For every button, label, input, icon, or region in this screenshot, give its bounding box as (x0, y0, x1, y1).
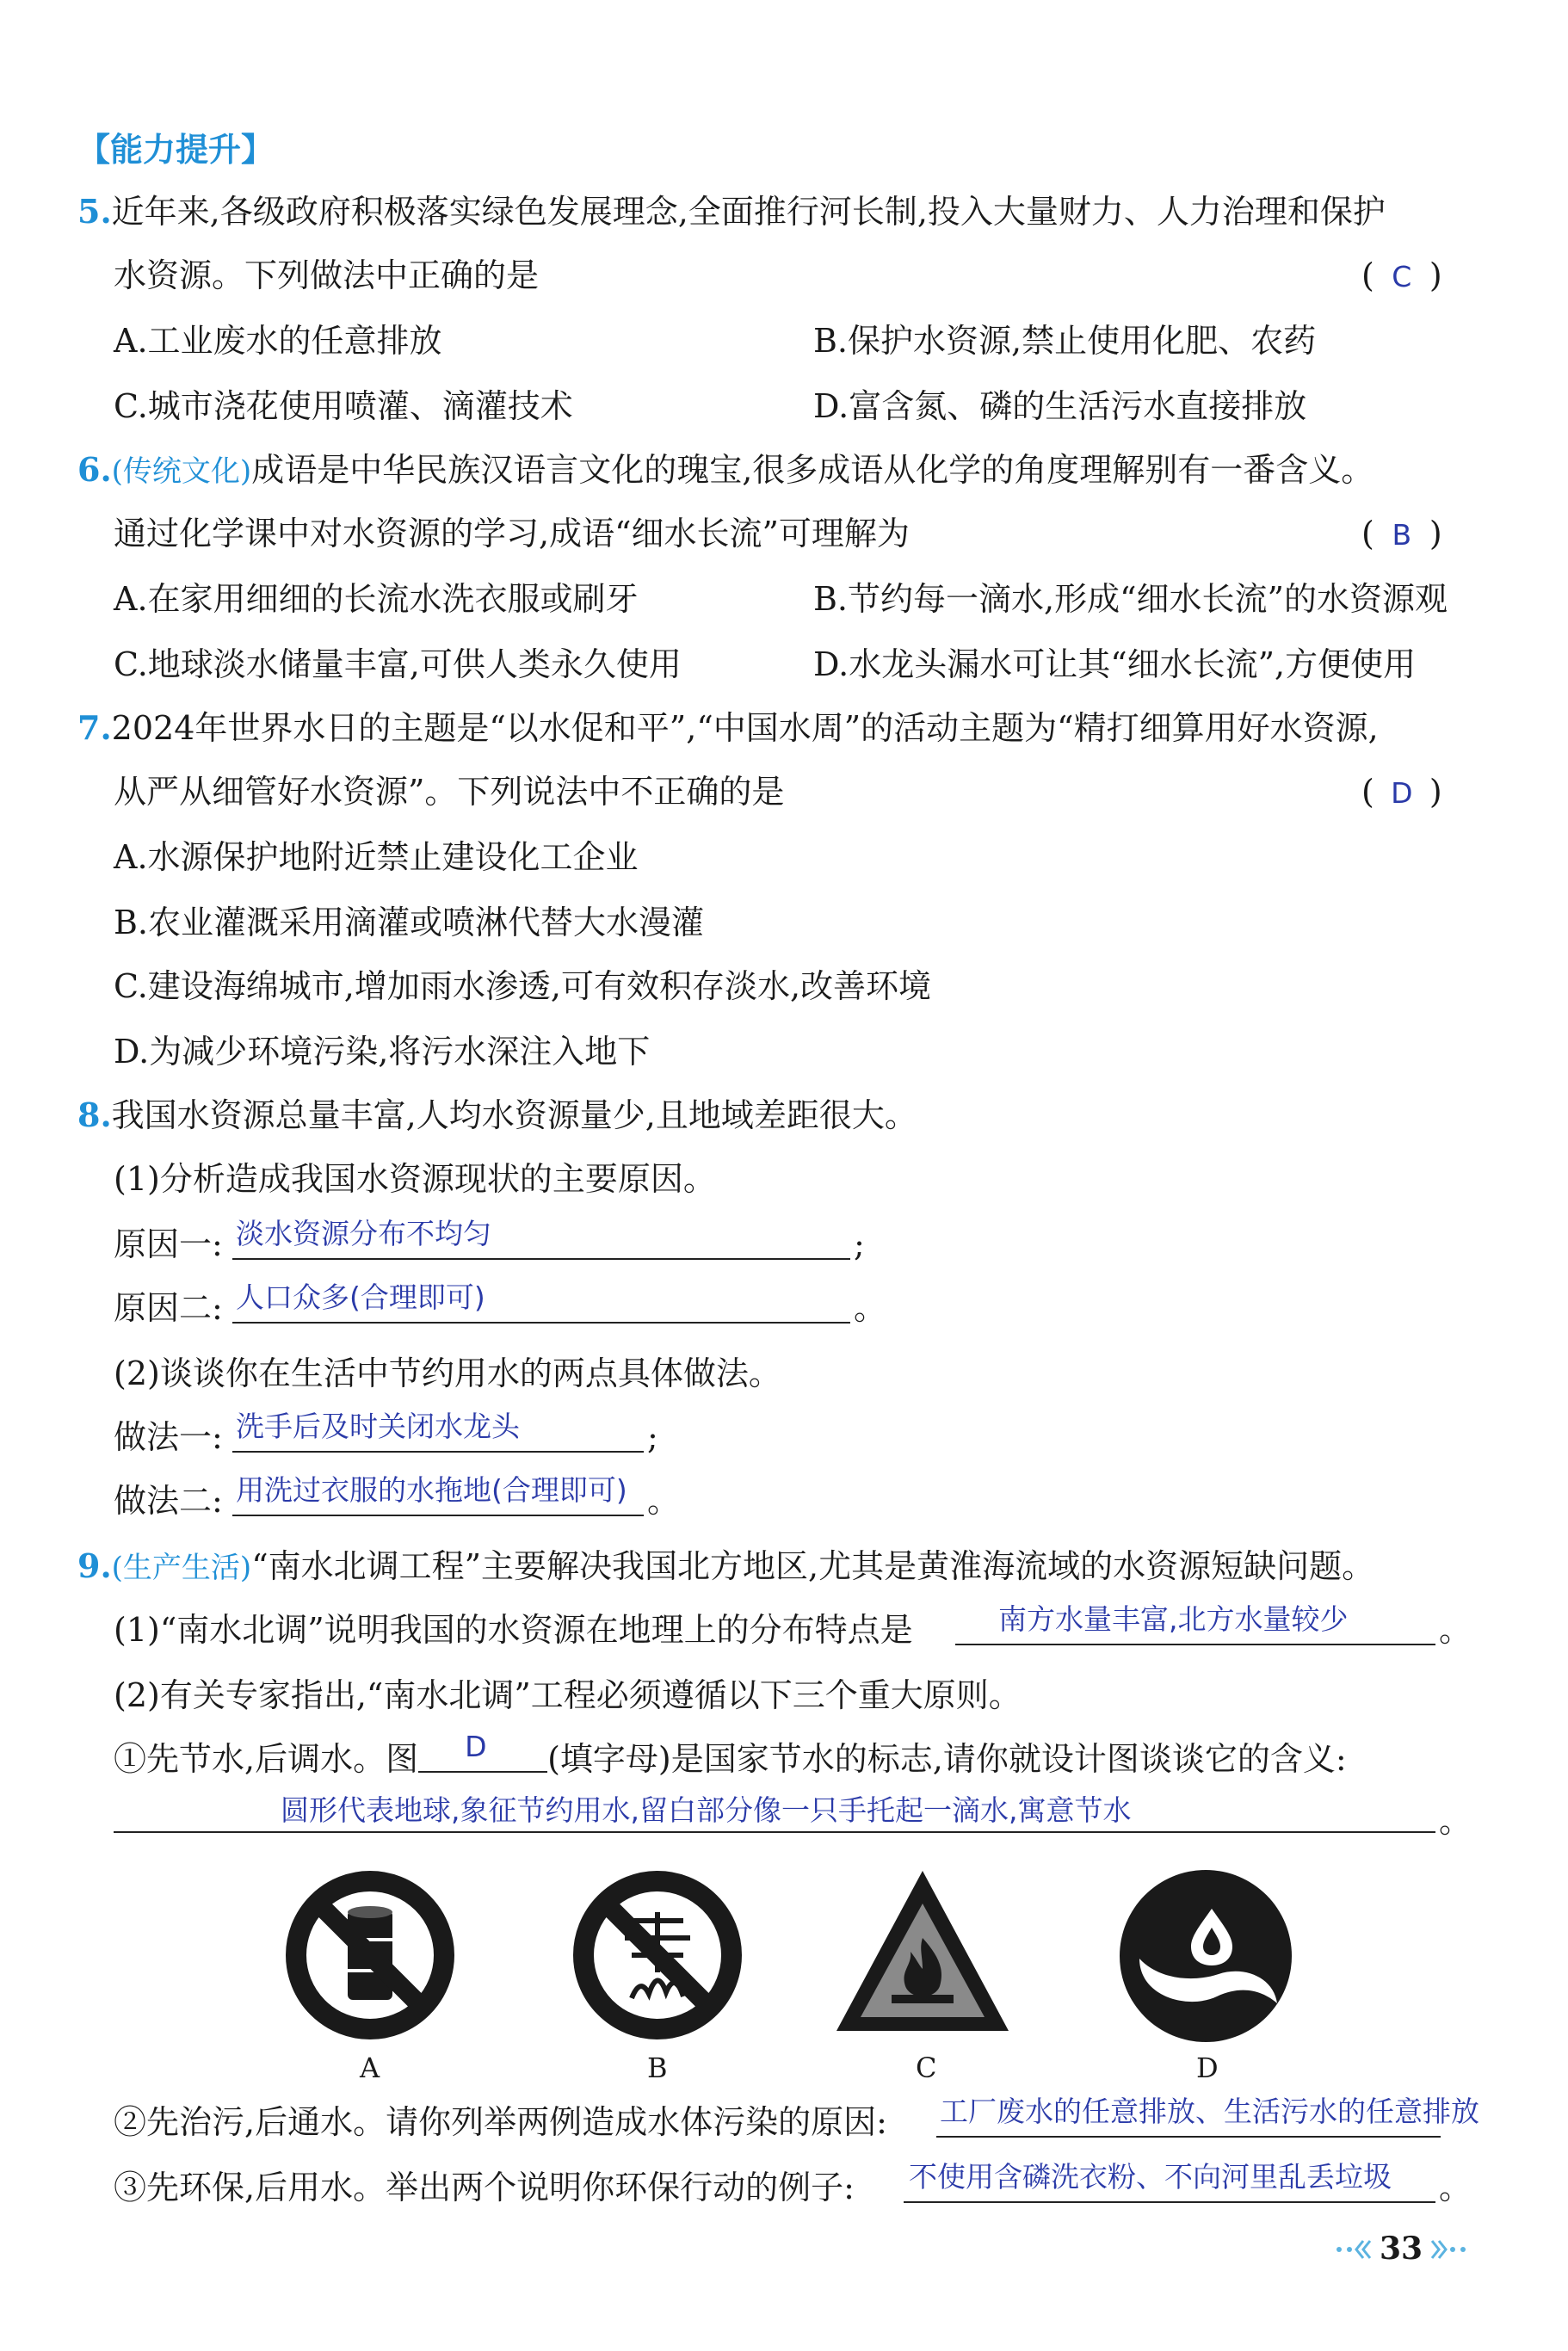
method-1-blank (232, 1451, 644, 1453)
question-7-option-c: C.建设海绵城市,增加雨水渗透,可有效积存淡水,改善环境 (114, 967, 932, 1005)
question-7-option-d: D.为减少环境污染,将污水深注入地下 (114, 1033, 651, 1071)
question-5-number: 5. (77, 192, 112, 231)
method-1-end: ; (647, 1418, 658, 1456)
sign-b-no-burning-icon (571, 1869, 744, 2041)
principle-3-end: 。 (1439, 2169, 1472, 2206)
question-7-option-b: B.农业灌溉采用滴灌或喷淋代替大水漫灌 (114, 904, 705, 941)
question-7-answer: D (1391, 776, 1413, 810)
question-9-sub1: (1)“南水北调”说明我国的水资源在地理上的分布特点是 (114, 1611, 913, 1649)
sign-c-label: C (916, 2052, 937, 2084)
reason-2-answer: 人口众多(合理即可) (236, 1280, 485, 1314)
question-6-option-b: B.节约每一滴水,形成“细水长流”的水资源观 (813, 580, 1448, 618)
question-6-option-c: C.地球淡水储量丰富,可供人类永久使用 (114, 645, 682, 683)
question-5-option-b: B.保护水资源,禁止使用化肥、农药 (813, 322, 1317, 360)
sign-a-label: A (360, 2052, 380, 2084)
principle-3-line: ③先环保,后用水。举出两个说明你环保行动的例子: (114, 2169, 855, 2206)
method-2-end: 。 (647, 1482, 681, 1520)
sub1-answer: 南方水量丰富,北方水量较少 (998, 1602, 1349, 1636)
reason-1-blank (232, 1258, 850, 1260)
sign-d-water-saving-icon (1115, 1866, 1296, 2046)
method-2-blank (232, 1515, 644, 1516)
meaning-end: 。 (1439, 1802, 1472, 1840)
sign-a-no-oil-drum-icon (284, 1869, 456, 2041)
method-2-answer: 用洗过衣服的水拖地(合理即可) (236, 1473, 627, 1507)
sign-d-label: D (1196, 2052, 1219, 2084)
principle-2-answer: 工厂废水的任意排放、生活污水的任意排放 (940, 2095, 1479, 2128)
page-number-badge (1332, 2225, 1470, 2274)
question-6-stem: 成语是中华民族汉语言文化的瑰宝,很多成语从化学的角度理解别有一番含义。 (251, 451, 1374, 489)
principle-1-line: ①先节水,后调水。图 D (填字母)是国家节水的标志,请你就设计图谈谈它的含义: (114, 1738, 1347, 1780)
question-5-line2: 水资源。下列做法中正确的是 (114, 256, 540, 294)
question-9-tag: (生产生活) (111, 1551, 252, 1585)
question-6-tag: (传统文化) (111, 454, 252, 489)
method-2-label: 做法二: (114, 1482, 223, 1520)
question-5-answer: C (1392, 260, 1412, 293)
principle-3-blank (904, 2201, 1435, 2203)
question-9-stem: “南水北调工程”主要解决我国北方地区,尤其是黄淮海流域的水资源短缺问题。 (251, 1547, 1375, 1585)
question-5-stem: 近年来,各级政府积极落实绿色发展理念,全面推行河长制,投入大量财力、人力治理和保护 (111, 193, 1386, 231)
reason-2-end: 。 (854, 1289, 887, 1327)
question-5-line1 (77, 191, 1386, 232)
question-6-option-a: A.在家用细细的长流水洗衣服或刷牙 (114, 580, 639, 618)
method-1-label: 做法一: (114, 1418, 223, 1456)
principle-2-blank (936, 2136, 1441, 2138)
sub1-end: 。 (1439, 1611, 1472, 1649)
question-6-answer-paren: ( B ) (1361, 513, 1442, 556)
principle-2-line: ②先治污,后通水。请你列举两例造成水体污染的原因: (114, 2103, 887, 2141)
question-9-number: 9. (77, 1546, 112, 1585)
reason-1-label: 原因一: (114, 1225, 223, 1263)
question-6-answer: B (1392, 518, 1412, 552)
reason-2-label: 原因二: (114, 1289, 223, 1327)
question-7-line2: 从严从细管好水资源”。下列说法中不正确的是 (114, 773, 785, 811)
question-5-option-a: A.工业废水的任意排放 (114, 322, 442, 360)
reason-2-blank (232, 1322, 850, 1324)
meaning-blank (114, 1831, 1435, 1833)
question-6-line1 (77, 449, 1374, 492)
sign-c-flammable-warning-icon (831, 1866, 1014, 2038)
question-6-line2: 通过化学课中对水资源的学习,成语“细水长流”可理解为 (114, 515, 910, 552)
question-8-sub1: (1)分析造成我国水资源现状的主要原因。 (114, 1160, 716, 1198)
question-8-number: 8. (77, 1095, 112, 1134)
question-7-answer-paren: ( D ) (1361, 771, 1442, 814)
question-9-sub2: (2)有关专家指出,“南水北调”工程必须遵循以下三个重大原则。 (114, 1676, 1022, 1714)
sign-b-label: B (647, 2052, 668, 2084)
principle-3-answer: 不使用含磷洗衣粉、不向河里乱丢垃圾 (909, 2160, 1392, 2194)
question-9-line1 (77, 1546, 1374, 1589)
question-8-stem: 我国水资源总量丰富,人均水资源量少,且地域差距很大。 (111, 1096, 917, 1134)
meaning-answer: 圆形代表地球,象征节约用水,留白部分像一只手托起一滴水,寓意节水 (281, 1793, 1132, 1827)
question-5-answer-paren: ( C ) (1361, 255, 1442, 298)
page-number: 33 (1379, 2231, 1423, 2267)
principle-1-answer: D (465, 1730, 487, 1763)
section-header: 【能力提升】 (77, 130, 275, 169)
question-5-option-d: D.富含氮、磷的生活污水直接排放 (813, 387, 1307, 425)
question-8-line1 (77, 1095, 917, 1136)
reason-1-end: ; (854, 1225, 865, 1263)
question-7-option-a: A.水源保护地附近禁止建设化工企业 (114, 838, 639, 876)
sub1-blank (955, 1644, 1435, 1645)
question-8-sub2: (2)谈谈你在生活中节约用水的两点具体做法。 (114, 1354, 781, 1392)
question-5-option-c: C.城市浇花使用喷灌、滴灌技术 (114, 387, 573, 425)
question-6-option-d: D.水龙头漏水可让其“细水长流”,方便使用 (813, 645, 1417, 683)
reason-1-answer: 淡水资源分布不均匀 (236, 1217, 491, 1250)
method-1-answer: 洗手后及时关闭水龙头 (236, 1410, 520, 1443)
question-7-number: 7. (77, 708, 112, 747)
question-6-number: 6. (77, 450, 112, 489)
question-7-line1 (77, 707, 1379, 749)
question-7-stem: 2024年世界水日的主题是“以水促和平”,“中国水周”的活动主题为“精打细算用好水资源, (111, 709, 1379, 747)
